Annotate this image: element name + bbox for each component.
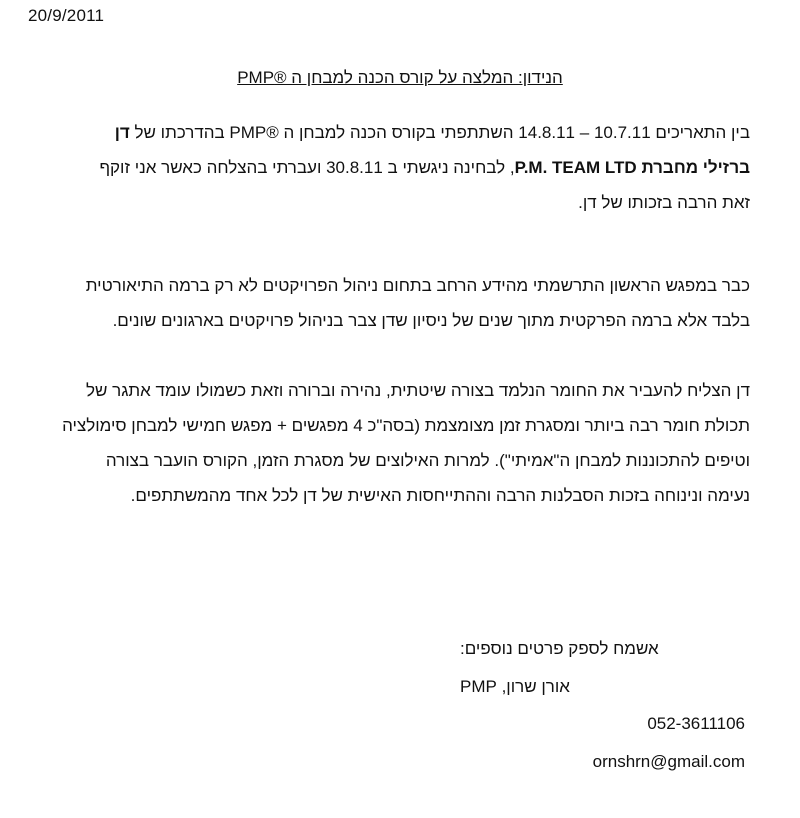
paragraph-line: כבר במפגש הראשון התרשמתי מהידע הרחב בתחום ניהול הפרויקטים לא רק ברמה התיאורטית xyxy=(85,276,750,295)
contact-email: ornshrn@gmail.com xyxy=(592,751,745,771)
paragraph-line: דן הצליח להעביר את החומר הנלמד בצורה שיטתית, נהירה וברורה וזאת כשמולו עומד אתגר של xyxy=(85,381,750,400)
contact-phone: 052-3611106 xyxy=(647,714,745,733)
paragraph-course-recommendation xyxy=(40,115,750,220)
paragraph-knowledge xyxy=(40,268,750,338)
paragraph-teaching xyxy=(40,373,750,513)
paragraph-line: וטיפים להתכוננות למבחן ה"אמיתי"). למרות האילוצים של מסגרת הזמן, הקורס הועבר בצורה xyxy=(105,451,750,470)
instructor-company: ברזילי מחברת P.M. TEAM LTD xyxy=(514,158,750,177)
paragraph-text: בין התאריכים 10.7.11 – 14.8.11 השתתפתי בקורס הכנה למבחן ה ®PMP בהדרכתו של xyxy=(134,123,750,142)
paragraph-line xyxy=(40,115,750,150)
contact-intro: אשמח לספק פרטים נוספים: xyxy=(460,639,659,658)
contact-block xyxy=(460,630,745,780)
document-subject: הנידון: המלצה על קורס הכנה למבחן ה ®PMP xyxy=(237,68,563,87)
paragraph-line: נעימה ונינוחה בזכות הסבלנות הרבה וההתייחסות האישית של דן לכל אחד מהמשתתפים. xyxy=(130,486,750,505)
paragraph-line: זאת הרבה בזכותו של דן. xyxy=(578,193,750,212)
paragraph-line: תכולת חומר רבה ביותר ומסגרת זמן מצומצמת (בסה"כ 4 מפגשים + מפגש חמישי למבחן סימולציה xyxy=(62,416,750,435)
instructor-name-part: דן xyxy=(114,123,130,142)
contact-name: אורן שרון, PMP xyxy=(460,676,570,696)
document-date: 20/9/2011 xyxy=(28,6,105,25)
paragraph-line xyxy=(40,150,750,185)
paragraph-text: , לבחינה ניגשתי ב 30.8.11 ועברתי בהצלחה כאשר אני זוקף xyxy=(99,158,515,177)
paragraph-line: בלבד אלא ברמה הפרקטית מתוך שנים של ניסיון שדן צבר בניהול פרויקטים בארגונים שונים. xyxy=(112,311,750,330)
